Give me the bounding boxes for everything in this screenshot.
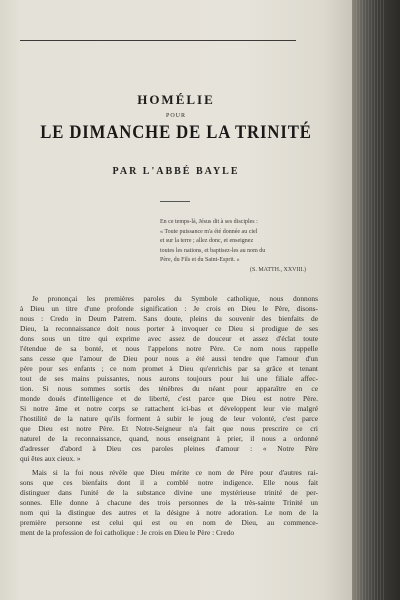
body-line: père pour ses enfants ; ce nom promet à Dieu qu'enrichis par sa grâce et tenant bbox=[20, 364, 318, 373]
epigraph-line: Père, du Fils et du Saint-Esprit. » bbox=[160, 257, 240, 263]
body-line: sans cesse que l'amour de Dieu pour nous a été aussi tendre que l'amour d'un bbox=[20, 354, 318, 363]
body-line: sonnes. Elle donne à chacune des trois personnes de la très-sainte Trinité un bbox=[20, 498, 318, 507]
body-line: que Dieu est notre Père. Et Notre-Seigneur n'a fait que nous prescrire ce cri bbox=[20, 424, 318, 433]
epigraph-line: toutes les nations, et baptisez-les au nom du bbox=[160, 247, 266, 254]
page-title: LE DIMANCHE DE LA TRINITÉ bbox=[40, 122, 312, 143]
body-line: monde doués d'intelligence et de liberté, c'est parce que Dieu est notre Père. bbox=[20, 394, 318, 403]
body-line: nom qui la distingue des autres et la désigne à notre adoration. Le nom de la bbox=[20, 508, 318, 517]
body-line: qui êtes aux cieux. » bbox=[20, 454, 81, 463]
epigraph-line: En ce temps-là, Jésus dit à ses disciples : bbox=[160, 219, 258, 225]
epigraph-line: et sur la terre ; allez donc, et enseignez bbox=[160, 238, 254, 244]
body-line: sons que ces bienfaits dont il a comblé notre indigence. Elle nous fait bbox=[20, 478, 318, 487]
epigraph bbox=[160, 218, 310, 275]
author-line: PAR L'ABBÉ BAYLE bbox=[112, 166, 240, 177]
body-line: Si notre âme et notre corps se rattachent ici-bas et développent leur vie malgré bbox=[20, 404, 318, 413]
header-rule bbox=[20, 40, 296, 41]
body-line: ment de la profession de foi catholique : Je crois en Dieu le Père : Credo bbox=[20, 528, 235, 537]
body-line: nous : Credo in Deum Patrem. Sans doute, pleins du souvenir des bienfaits de bbox=[20, 314, 318, 323]
body-line: Dieu, la reconnaissance doit nous porter à invoquer ce Dieu si prodigue de ses bbox=[20, 324, 318, 333]
body-line: d'adresser d'abord à Dieu ces paroles pleines d'amour : « Notre Père bbox=[20, 444, 318, 453]
epigraph-line: « Toute puissance m'a été donnée au ciel bbox=[160, 228, 258, 235]
body-line: distinguer dans l'unité de la substance divine une mystérieuse trinité de per- bbox=[20, 488, 318, 497]
body-text bbox=[20, 294, 318, 538]
body-line: tion. Si nous sommes sortis des ténèbres du néant pour apparaître en ce bbox=[20, 384, 318, 393]
title-separator bbox=[160, 201, 190, 202]
body-line: l'hostilité de la nature qu'ils forment à subir le joug de leur volonté, c'est parce bbox=[20, 414, 318, 423]
body-line: tout de ses mains puissantes, nous aurons toujours pour lui une filiale affec- bbox=[20, 374, 318, 383]
epigraph-source: (S. MATTH., XXVIII.) bbox=[250, 266, 306, 273]
page-edges bbox=[356, 0, 386, 600]
pour-label: POUR bbox=[165, 113, 186, 119]
body-line: dons sous un titre qui exprime avec assez de douceur et assez d'éclat toute bbox=[20, 334, 318, 343]
body-line: Mais si la foi nous révèle que Dieu mérite ce nom de Père pour d'autres rai- bbox=[32, 468, 318, 477]
body-line: Je prononçai les premières paroles du Symbole catholique, nous donnons bbox=[32, 294, 318, 303]
body-line: à Dieu un titre d'une profonde signification : Je crois en Dieu le Père, disons- bbox=[20, 304, 318, 313]
body-line: l'étendue de sa bonté, et nous l'appelons notre Père. Ce nom nous rappelle bbox=[20, 344, 318, 353]
body-line: première personne est celui qui est ou en nom de Dieu, au commence- bbox=[20, 518, 318, 527]
section-label: HOMÉLIE bbox=[137, 92, 215, 107]
body-line: naturel de la reconnaissance, quand, nous enseignant à prier, il nous a ordonné bbox=[20, 434, 318, 443]
